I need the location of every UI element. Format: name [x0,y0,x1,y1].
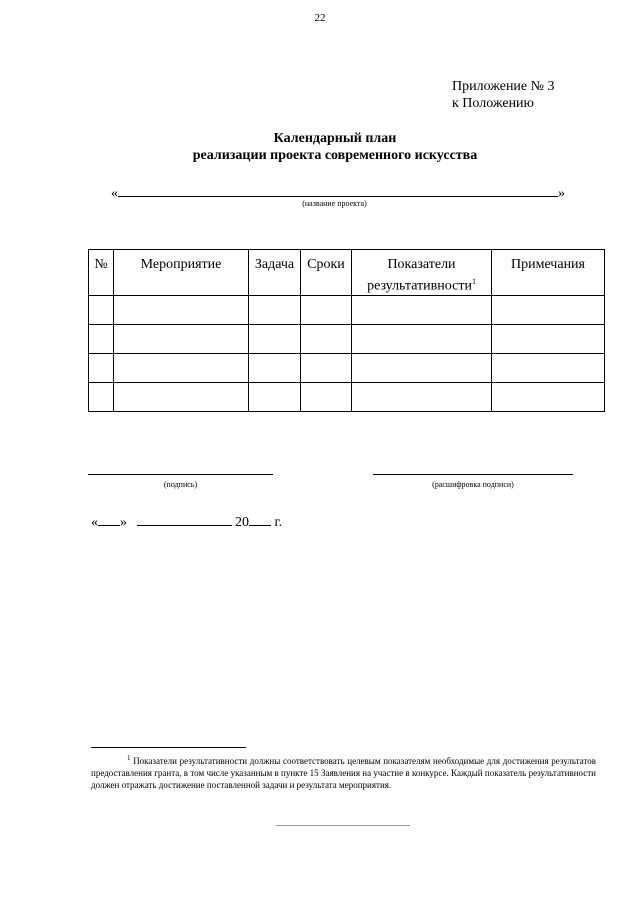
header-deadlines: Сроки [301,250,352,296]
title-line-2: реализации проекта современного искусства [192,148,478,163]
table-cell[interactable] [492,296,605,325]
footnote [91,752,596,791]
year-suffix: г. [274,515,283,530]
project-name-open-quote: « [111,186,118,201]
footnote-separator [91,747,246,748]
header-indicators [352,250,492,296]
table-row [89,325,605,354]
title-line-1: Календарный план [273,131,397,146]
table-cell[interactable] [301,354,352,383]
table-cell[interactable] [89,325,114,354]
header-footnote-mark: 1 [471,277,476,286]
date-field [91,512,282,531]
appendix-line-2: к Положению [452,96,535,111]
table-cell[interactable] [114,325,249,354]
table-header-row [89,250,605,296]
header-indicators-label: Показатели результативности [367,257,472,294]
table-cell[interactable] [301,383,352,412]
table-row [89,354,605,383]
appendix-label [452,78,555,112]
appendix-line-1: Приложение № 3 [452,79,555,94]
bottom-divider [276,825,410,826]
table-cell[interactable] [492,383,605,412]
footnote-text: Показатели результативности должны соответствовать целевым показателям необходимые для достижения результатов предоставления гранта, в том числе указанным в пункте 15 Заявления на участие в конкурсе. Каждый показатель результативности должен отражать достижение поставленной задачи и результата мероприятия. [91,756,596,790]
table-cell[interactable] [249,354,301,383]
signature-caption: (подпись) [163,480,198,489]
table-cell[interactable] [114,296,249,325]
year-blank[interactable] [249,512,271,526]
signature-decoding-line[interactable] [373,474,573,475]
table-cell[interactable] [114,354,249,383]
table-row [89,296,605,325]
table-cell[interactable] [249,325,301,354]
table-cell[interactable] [114,383,249,412]
table-cell[interactable] [89,296,114,325]
date-open-quote: « [91,515,98,530]
project-name-close-quote: » [558,186,565,201]
page-number: 22 [314,12,326,24]
table-row [89,383,605,412]
table-cell[interactable] [352,383,492,412]
date-close-quote: » [120,515,127,530]
table-cell[interactable] [301,325,352,354]
table-cell[interactable] [249,296,301,325]
signature-line[interactable] [88,474,273,475]
table-cell[interactable] [249,383,301,412]
header-notes: Примечания [492,250,605,296]
month-blank[interactable] [137,512,232,526]
header-number: № [89,250,114,296]
header-event: Мероприятие [114,250,249,296]
year-prefix: 20 [235,515,249,530]
project-name-caption: (название проекта) [302,199,367,208]
day-blank[interactable] [98,512,120,526]
table-cell[interactable] [301,296,352,325]
header-task: Задача [249,250,301,296]
document-title [0,130,640,164]
footnote-mark: 1 [127,754,131,762]
table-cell[interactable] [492,354,605,383]
table-cell[interactable] [352,296,492,325]
project-name-blank [118,184,558,197]
signature-decoding-caption: (расшифровка подписи) [432,480,514,489]
table-cell[interactable] [352,354,492,383]
table-cell[interactable] [89,383,114,412]
calendar-plan-table [88,249,605,412]
table-cell[interactable] [89,354,114,383]
table-cell[interactable] [492,325,605,354]
table-cell[interactable] [352,325,492,354]
